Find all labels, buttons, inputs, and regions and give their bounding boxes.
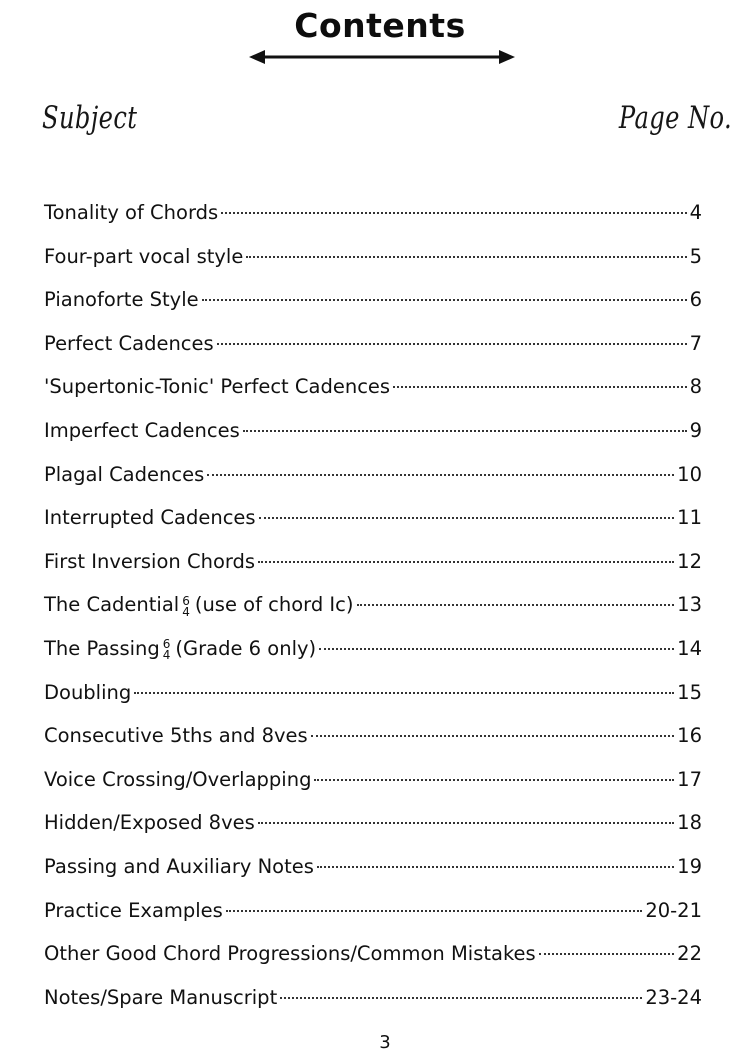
dot-leader xyxy=(314,779,674,781)
toc-entry-title: 'Supertonic-Tonic' Perfect Cadences xyxy=(44,375,391,399)
dot-leader xyxy=(217,343,687,345)
toc-entry-title: Pianoforte Style xyxy=(44,288,199,312)
toc-entry xyxy=(44,239,702,283)
toc-entry xyxy=(44,675,702,719)
toc-entry-page: 9 xyxy=(689,418,702,442)
toc-entry xyxy=(44,631,702,675)
toc-entry-title-start: The Cadential xyxy=(44,593,180,617)
toc-entry-title: Practice Examples xyxy=(44,898,223,922)
toc-entry xyxy=(44,282,702,326)
dot-leader xyxy=(202,299,687,301)
toc-entry xyxy=(44,936,702,980)
toc-entry-title: Doubling xyxy=(44,680,132,704)
toc-entry xyxy=(44,849,702,893)
dot-leader xyxy=(246,256,686,258)
toc-entry xyxy=(44,718,702,762)
dot-leader xyxy=(317,866,674,868)
toc-entry xyxy=(44,457,702,501)
toc-entry-title-start: The Passing xyxy=(44,636,160,660)
toc-entry-title: Notes/Spare Manuscript xyxy=(44,985,278,1009)
toc-entry-title: Other Good Chord Progressions/Common Mistakes xyxy=(44,942,536,966)
toc-entry-title-end: (Grade 6 only) xyxy=(175,636,317,660)
dot-leader xyxy=(259,517,675,519)
toc-entry-page: 15 xyxy=(677,680,702,704)
page-number-column-heading: Page No. xyxy=(618,100,732,136)
dot-leader xyxy=(311,735,674,737)
toc-entry-page: 11 xyxy=(677,506,702,530)
toc-entry-title: Perfect Cadences xyxy=(44,331,214,355)
toc-entry-page: 23-24 xyxy=(645,985,702,1009)
toc-entry xyxy=(44,500,702,544)
toc-entry-title: First Inversion Chords xyxy=(44,549,256,573)
toc-entry-page: 20-21 xyxy=(645,898,702,922)
toc-entry xyxy=(44,326,702,370)
toc-entry xyxy=(44,893,702,937)
table-of-contents xyxy=(44,195,702,1023)
toc-entry-page: 5 xyxy=(689,244,702,268)
toc-entry-page: 8 xyxy=(689,375,702,399)
dot-leader xyxy=(258,822,674,824)
toc-entry-title: Interrupted Cadences xyxy=(44,506,256,530)
toc-entry xyxy=(44,413,702,457)
toc-entry-title: Four-part vocal style xyxy=(44,244,244,268)
toc-entry-page: 6 xyxy=(689,288,702,312)
dot-leader xyxy=(280,997,642,999)
toc-entry-title xyxy=(44,631,316,667)
toc-entry-page: 4 xyxy=(689,201,702,224)
toc-entry-page: 17 xyxy=(677,767,702,791)
page-title: Contents xyxy=(294,6,466,45)
toc-entry-title: Plagal Cadences xyxy=(44,462,205,486)
six-four-figure xyxy=(182,593,190,619)
toc-entry xyxy=(44,805,702,849)
dot-leader xyxy=(319,648,674,650)
dot-leader xyxy=(539,953,674,955)
subject-column-heading: Subject xyxy=(42,100,138,136)
toc-entry-page: 19 xyxy=(677,854,702,878)
toc-entry-title xyxy=(44,587,354,623)
dot-leader xyxy=(243,430,687,432)
toc-entry xyxy=(44,544,702,588)
dot-leader xyxy=(134,692,674,694)
toc-entry xyxy=(44,762,702,806)
toc-entry-page: 12 xyxy=(677,549,702,573)
toc-entry-page: 22 xyxy=(677,942,702,966)
toc-entry-title: Passing and Auxiliary Notes xyxy=(44,854,314,878)
toc-entry-page: 13 xyxy=(677,593,702,617)
toc-entry-title: Tonality of Chords xyxy=(44,201,219,224)
toc-entry xyxy=(44,980,702,1024)
toc-entry-page: 18 xyxy=(677,811,702,835)
toc-entry xyxy=(44,587,702,631)
toc-entry-title: Consecutive 5ths and 8ves xyxy=(44,724,308,748)
dot-leader xyxy=(357,604,675,606)
page-number: 3 xyxy=(379,1032,391,1053)
dot-leader xyxy=(207,474,674,476)
toc-entry-title: Hidden/Exposed 8ves xyxy=(44,811,255,835)
toc-entry xyxy=(44,369,702,413)
toc-entry-page: 14 xyxy=(677,636,702,660)
toc-entry-title: Voice Crossing/Overlapping xyxy=(44,767,312,791)
double-arrow-icon xyxy=(249,47,515,67)
figure-bottom: 4 xyxy=(162,648,171,663)
figure-top: 6 xyxy=(162,637,171,652)
toc-entry xyxy=(44,195,702,239)
dot-leader xyxy=(226,910,642,912)
dot-leader xyxy=(393,386,687,388)
toc-entry-page: 10 xyxy=(677,462,702,486)
six-four-figure xyxy=(163,639,171,661)
toc-entry-page: 16 xyxy=(677,724,702,748)
dot-leader xyxy=(221,212,686,214)
figure-top: 6 xyxy=(182,593,190,608)
toc-entry-title-end: (use of chord Ic) xyxy=(194,593,354,617)
toc-entry-page: 7 xyxy=(689,331,702,355)
figure-bottom: 4 xyxy=(182,604,190,619)
toc-entry-title: Imperfect Cadences xyxy=(44,418,240,442)
dot-leader xyxy=(258,561,674,563)
